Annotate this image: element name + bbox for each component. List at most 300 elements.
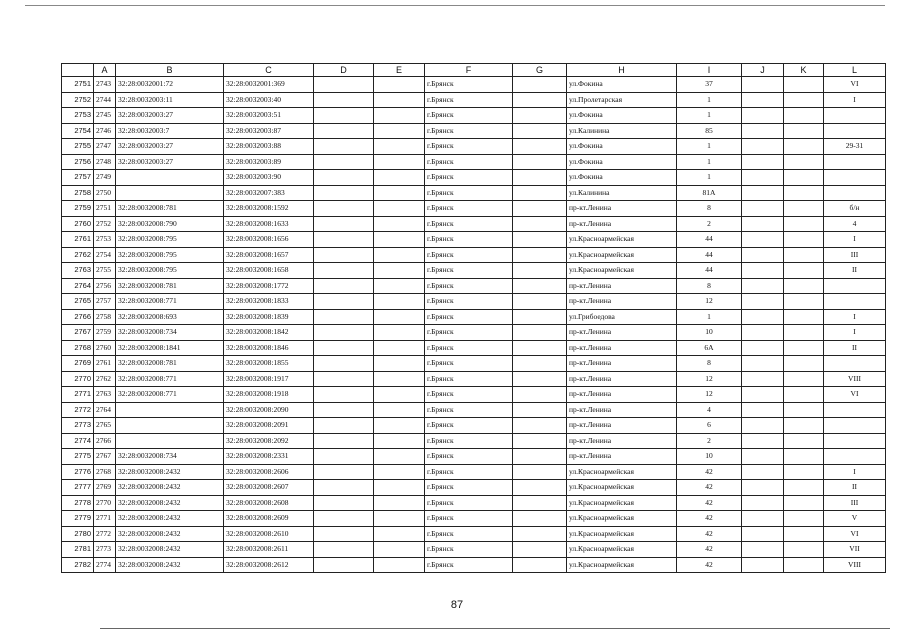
cell-l — [824, 356, 886, 372]
cell-l — [824, 449, 886, 465]
cell-h: пр-кт.Ленина — [567, 371, 677, 387]
table-row — [62, 418, 886, 434]
cell-j — [742, 480, 784, 496]
cell-a: 2758 — [94, 309, 116, 325]
table-row — [62, 139, 886, 155]
cell-g — [513, 139, 567, 155]
cell-c: 32:28:0032008:1592 — [224, 201, 314, 217]
cell-i: 42 — [677, 557, 742, 573]
cell-c: 32:28:0032008:2092 — [224, 433, 314, 449]
cell-d — [314, 356, 374, 372]
cell-l: VIII — [824, 371, 886, 387]
column-header: G — [513, 64, 567, 77]
cell-i: 1 — [677, 108, 742, 124]
cell-a: 2760 — [94, 340, 116, 356]
cell-h: ул.Пролетарская — [567, 92, 677, 108]
cell-b: 32:28:0032008:2432 — [116, 495, 224, 511]
cell-d — [314, 511, 374, 527]
table-row — [62, 216, 886, 232]
cell-j — [742, 449, 784, 465]
cell-a: 2769 — [94, 480, 116, 496]
cell-i: 42 — [677, 526, 742, 542]
column-header: F — [425, 64, 513, 77]
table-row — [62, 278, 886, 294]
cell-i: 6А — [677, 340, 742, 356]
cell-e — [374, 263, 425, 279]
cell-b: 32:28:0032003:27 — [116, 108, 224, 124]
cell-h: ул.Фокина — [567, 77, 677, 93]
cell-g — [513, 511, 567, 527]
cell-f: г.Брянск — [425, 92, 513, 108]
cell-i: 12 — [677, 387, 742, 403]
cell-a: 2748 — [94, 154, 116, 170]
cell-b: 32:28:0032008:1841 — [116, 340, 224, 356]
cell-g — [513, 433, 567, 449]
page-number: 87 — [450, 599, 464, 611]
cell-d — [314, 433, 374, 449]
table-row — [62, 371, 886, 387]
cell-b: 32:28:0032008:734 — [116, 449, 224, 465]
cell-b: 32:28:0032008:790 — [116, 216, 224, 232]
cell-f: г.Брянск — [425, 154, 513, 170]
cell-c: 32:28:0032008:1846 — [224, 340, 314, 356]
cell-l: I — [824, 232, 886, 248]
cell-b: 32:28:0032008:781 — [116, 278, 224, 294]
cell-i: 1 — [677, 139, 742, 155]
cell-c: 32:28:0032008:2608 — [224, 495, 314, 511]
cell-k — [784, 263, 824, 279]
cell-c: 32:28:0032008:1658 — [224, 263, 314, 279]
column-header: J — [742, 64, 784, 77]
cell-e — [374, 340, 425, 356]
cell-f: г.Брянск — [425, 170, 513, 186]
cell-i: 42 — [677, 464, 742, 480]
cell-f: г.Брянск — [425, 464, 513, 480]
cell-l: VI — [824, 387, 886, 403]
cell-c: 32:28:0032008:1656 — [224, 232, 314, 248]
cell-j — [742, 526, 784, 542]
cell-l: VI — [824, 526, 886, 542]
cell-g — [513, 449, 567, 465]
cell-l — [824, 294, 886, 310]
cell-k — [784, 480, 824, 496]
cell-d — [314, 371, 374, 387]
cell-k — [784, 201, 824, 217]
cell-k — [784, 247, 824, 263]
cell-b: 32:28:0032008:2432 — [116, 526, 224, 542]
cell-e — [374, 418, 425, 434]
cell-c: 32:28:0032008:2090 — [224, 402, 314, 418]
cell-e — [374, 77, 425, 93]
cell-g — [513, 402, 567, 418]
cell-l: V — [824, 511, 886, 527]
cell-i: 10 — [677, 449, 742, 465]
cell-i: 8 — [677, 356, 742, 372]
row-number-cell: 2755 — [62, 139, 94, 155]
row-number-cell: 2782 — [62, 557, 94, 573]
column-header-row — [62, 64, 886, 77]
table-row — [62, 170, 886, 186]
cell-g — [513, 201, 567, 217]
cell-d — [314, 170, 374, 186]
cell-i: 1 — [677, 309, 742, 325]
table-row — [62, 402, 886, 418]
cell-e — [374, 154, 425, 170]
cell-d — [314, 247, 374, 263]
cell-i: 8 — [677, 278, 742, 294]
row-number-cell: 2756 — [62, 154, 94, 170]
cell-e — [374, 464, 425, 480]
row-number-cell: 2753 — [62, 108, 94, 124]
cell-f: г.Брянск — [425, 356, 513, 372]
cell-l — [824, 433, 886, 449]
column-header — [62, 64, 94, 77]
cell-c: 32:28:0032001:369 — [224, 77, 314, 93]
cell-l: VI — [824, 77, 886, 93]
cell-g — [513, 294, 567, 310]
cell-c: 32:28:0032003:40 — [224, 92, 314, 108]
cell-l — [824, 154, 886, 170]
cell-h: пр-кт.Ленина — [567, 356, 677, 372]
cell-f: г.Брянск — [425, 402, 513, 418]
cell-k — [784, 433, 824, 449]
cell-e — [374, 216, 425, 232]
cell-f: г.Брянск — [425, 263, 513, 279]
cell-k — [784, 108, 824, 124]
cell-b: 32:28:0032008:771 — [116, 387, 224, 403]
cell-k — [784, 526, 824, 542]
cell-i: 42 — [677, 495, 742, 511]
cell-g — [513, 77, 567, 93]
table-row — [62, 263, 886, 279]
cell-a: 2773 — [94, 542, 116, 558]
cell-l: 29-31 — [824, 139, 886, 155]
cell-g — [513, 232, 567, 248]
table-row — [62, 325, 886, 341]
cell-h: ул.Фокина — [567, 108, 677, 124]
column-header: K — [784, 64, 824, 77]
cell-i: 44 — [677, 263, 742, 279]
cell-h: пр-кт.Ленина — [567, 387, 677, 403]
cell-j — [742, 139, 784, 155]
cell-g — [513, 464, 567, 480]
cell-j — [742, 542, 784, 558]
cell-a: 2743 — [94, 77, 116, 93]
table-row — [62, 464, 886, 480]
cell-a: 2753 — [94, 232, 116, 248]
cell-e — [374, 325, 425, 341]
cell-c: 32:28:0032008:1918 — [224, 387, 314, 403]
cell-i: 1 — [677, 92, 742, 108]
column-header: H — [567, 64, 677, 77]
cell-f: г.Брянск — [425, 557, 513, 573]
cell-e — [374, 449, 425, 465]
cell-h: пр-кт.Ленина — [567, 294, 677, 310]
cell-h: пр-кт.Ленина — [567, 278, 677, 294]
cell-a: 2765 — [94, 418, 116, 434]
cell-a: 2771 — [94, 511, 116, 527]
cell-f: г.Брянск — [425, 526, 513, 542]
cell-d — [314, 185, 374, 201]
cell-a: 2762 — [94, 371, 116, 387]
cell-b: 32:28:0032003:11 — [116, 92, 224, 108]
cell-c: 32:28:0032008:2610 — [224, 526, 314, 542]
cell-k — [784, 356, 824, 372]
cell-l — [824, 418, 886, 434]
cell-j — [742, 433, 784, 449]
row-number-cell: 2774 — [62, 433, 94, 449]
cell-l — [824, 170, 886, 186]
cell-d — [314, 495, 374, 511]
cell-l: I — [824, 464, 886, 480]
cell-k — [784, 92, 824, 108]
cell-i: 4 — [677, 402, 742, 418]
cell-g — [513, 387, 567, 403]
cell-h: ул.Красноармейская — [567, 480, 677, 496]
cell-d — [314, 123, 374, 139]
cell-j — [742, 387, 784, 403]
cell-e — [374, 201, 425, 217]
cell-c: 32:28:0032007:383 — [224, 185, 314, 201]
column-header: L — [824, 64, 886, 77]
spreadsheet-table — [61, 63, 886, 573]
cell-d — [314, 201, 374, 217]
cell-a: 2751 — [94, 201, 116, 217]
cell-k — [784, 278, 824, 294]
cell-f: г.Брянск — [425, 325, 513, 341]
cell-e — [374, 92, 425, 108]
cell-k — [784, 557, 824, 573]
row-number-cell: 2776 — [62, 464, 94, 480]
cell-d — [314, 340, 374, 356]
cell-c: 32:28:0032003:87 — [224, 123, 314, 139]
cell-b: 32:28:0032008:781 — [116, 201, 224, 217]
row-number-cell: 2764 — [62, 278, 94, 294]
row-number-cell: 2766 — [62, 309, 94, 325]
row-number-cell: 2781 — [62, 542, 94, 558]
cell-i: 42 — [677, 542, 742, 558]
cell-j — [742, 92, 784, 108]
cell-g — [513, 263, 567, 279]
cell-j — [742, 340, 784, 356]
cell-c: 32:28:0032008:2606 — [224, 464, 314, 480]
cell-i: 85 — [677, 123, 742, 139]
cell-c: 32:28:0032008:2331 — [224, 449, 314, 465]
cell-e — [374, 232, 425, 248]
cell-f: г.Брянск — [425, 495, 513, 511]
column-header: A — [94, 64, 116, 77]
cell-h: пр-кт.Ленина — [567, 340, 677, 356]
cell-j — [742, 77, 784, 93]
cell-k — [784, 154, 824, 170]
cell-j — [742, 371, 784, 387]
cell-j — [742, 557, 784, 573]
cell-a: 2752 — [94, 216, 116, 232]
cell-a: 2772 — [94, 526, 116, 542]
cell-l — [824, 108, 886, 124]
cell-g — [513, 92, 567, 108]
cell-f: г.Брянск — [425, 77, 513, 93]
cell-e — [374, 480, 425, 496]
cell-d — [314, 542, 374, 558]
cell-k — [784, 309, 824, 325]
cell-e — [374, 170, 425, 186]
cell-a: 2757 — [94, 294, 116, 310]
cell-b — [116, 418, 224, 434]
cell-c: 32:28:0032008:2612 — [224, 557, 314, 573]
cell-g — [513, 185, 567, 201]
cell-e — [374, 526, 425, 542]
cell-e — [374, 309, 425, 325]
cell-i: 44 — [677, 232, 742, 248]
cell-a: 2767 — [94, 449, 116, 465]
table-row — [62, 387, 886, 403]
row-number-cell: 2763 — [62, 263, 94, 279]
cell-k — [784, 511, 824, 527]
cell-k — [784, 495, 824, 511]
cell-e — [374, 123, 425, 139]
cell-h: ул.Калинина — [567, 185, 677, 201]
cell-a: 2761 — [94, 356, 116, 372]
cell-c: 32:28:0032008:2611 — [224, 542, 314, 558]
cell-l: III — [824, 495, 886, 511]
cell-h: пр-кт.Ленина — [567, 418, 677, 434]
cell-l — [824, 185, 886, 201]
cell-h: ул.Красноармейская — [567, 232, 677, 248]
cell-f: г.Брянск — [425, 185, 513, 201]
cell-k — [784, 139, 824, 155]
cell-e — [374, 387, 425, 403]
cell-e — [374, 542, 425, 558]
cell-e — [374, 402, 425, 418]
table-row — [62, 154, 886, 170]
cell-f: г.Брянск — [425, 449, 513, 465]
cell-e — [374, 185, 425, 201]
table-row — [62, 449, 886, 465]
table-row — [62, 542, 886, 558]
column-header: B — [116, 64, 224, 77]
cell-e — [374, 108, 425, 124]
cell-f: г.Брянск — [425, 201, 513, 217]
table-row — [62, 108, 886, 124]
cell-i: 1 — [677, 170, 742, 186]
cell-i: 81А — [677, 185, 742, 201]
cell-j — [742, 185, 784, 201]
cell-f: г.Брянск — [425, 371, 513, 387]
cell-a: 2747 — [94, 139, 116, 155]
cell-a: 2774 — [94, 557, 116, 573]
table-row — [62, 526, 886, 542]
cell-g — [513, 418, 567, 434]
cell-h: ул.Красноармейская — [567, 464, 677, 480]
cell-l: II — [824, 263, 886, 279]
cell-b — [116, 402, 224, 418]
row-number-cell: 2751 — [62, 77, 94, 93]
cell-b: 32:28:0032008:693 — [116, 309, 224, 325]
cell-j — [742, 325, 784, 341]
cell-f: г.Брянск — [425, 340, 513, 356]
cell-b: 32:28:0032008:781 — [116, 356, 224, 372]
table-row — [62, 495, 886, 511]
cell-f: г.Брянск — [425, 216, 513, 232]
cell-d — [314, 216, 374, 232]
row-number-cell: 2772 — [62, 402, 94, 418]
cell-b — [116, 433, 224, 449]
cell-h: пр-кт.Ленина — [567, 449, 677, 465]
cell-i: 42 — [677, 480, 742, 496]
cell-c: 32:28:0032008:1842 — [224, 325, 314, 341]
cell-a: 2749 — [94, 170, 116, 186]
cell-g — [513, 170, 567, 186]
column-header: C — [224, 64, 314, 77]
cell-j — [742, 247, 784, 263]
cell-a: 2756 — [94, 278, 116, 294]
cell-j — [742, 511, 784, 527]
table-row — [62, 356, 886, 372]
row-number-cell: 2777 — [62, 480, 94, 496]
cell-k — [784, 294, 824, 310]
cell-f: г.Брянск — [425, 123, 513, 139]
cell-f: г.Брянск — [425, 387, 513, 403]
cell-j — [742, 495, 784, 511]
cell-f: г.Брянск — [425, 309, 513, 325]
cell-b: 32:28:0032001:72 — [116, 77, 224, 93]
cell-h: ул.Калинина — [567, 123, 677, 139]
cell-e — [374, 495, 425, 511]
cell-i: 37 — [677, 77, 742, 93]
cell-l — [824, 123, 886, 139]
cell-h: ул.Фокина — [567, 170, 677, 186]
cell-h: ул.Красноармейская — [567, 511, 677, 527]
cell-a: 2745 — [94, 108, 116, 124]
row-number-cell: 2754 — [62, 123, 94, 139]
cell-k — [784, 340, 824, 356]
cell-i: 10 — [677, 325, 742, 341]
cell-d — [314, 418, 374, 434]
cell-d — [314, 387, 374, 403]
row-number-cell: 2758 — [62, 185, 94, 201]
cell-l: II — [824, 340, 886, 356]
cell-e — [374, 247, 425, 263]
row-number-cell: 2769 — [62, 356, 94, 372]
cell-d — [314, 402, 374, 418]
row-number-cell: 2773 — [62, 418, 94, 434]
cell-b: 32:28:0032008:771 — [116, 294, 224, 310]
cell-i: 44 — [677, 247, 742, 263]
cell-g — [513, 216, 567, 232]
cell-f: г.Брянск — [425, 139, 513, 155]
cell-c: 32:28:0032008:1917 — [224, 371, 314, 387]
cell-g — [513, 495, 567, 511]
cell-l: 4 — [824, 216, 886, 232]
cell-l — [824, 402, 886, 418]
cell-f: г.Брянск — [425, 418, 513, 434]
cell-a: 2750 — [94, 185, 116, 201]
cell-k — [784, 77, 824, 93]
cell-d — [314, 480, 374, 496]
cell-j — [742, 170, 784, 186]
table-row — [62, 201, 886, 217]
cell-g — [513, 108, 567, 124]
row-number-cell: 2760 — [62, 216, 94, 232]
cell-i: 8 — [677, 201, 742, 217]
cell-h: пр-кт.Ленина — [567, 402, 677, 418]
cell-d — [314, 325, 374, 341]
cell-c: 32:28:0032008:2607 — [224, 480, 314, 496]
cell-l: I — [824, 325, 886, 341]
cell-g — [513, 526, 567, 542]
cell-d — [314, 154, 374, 170]
